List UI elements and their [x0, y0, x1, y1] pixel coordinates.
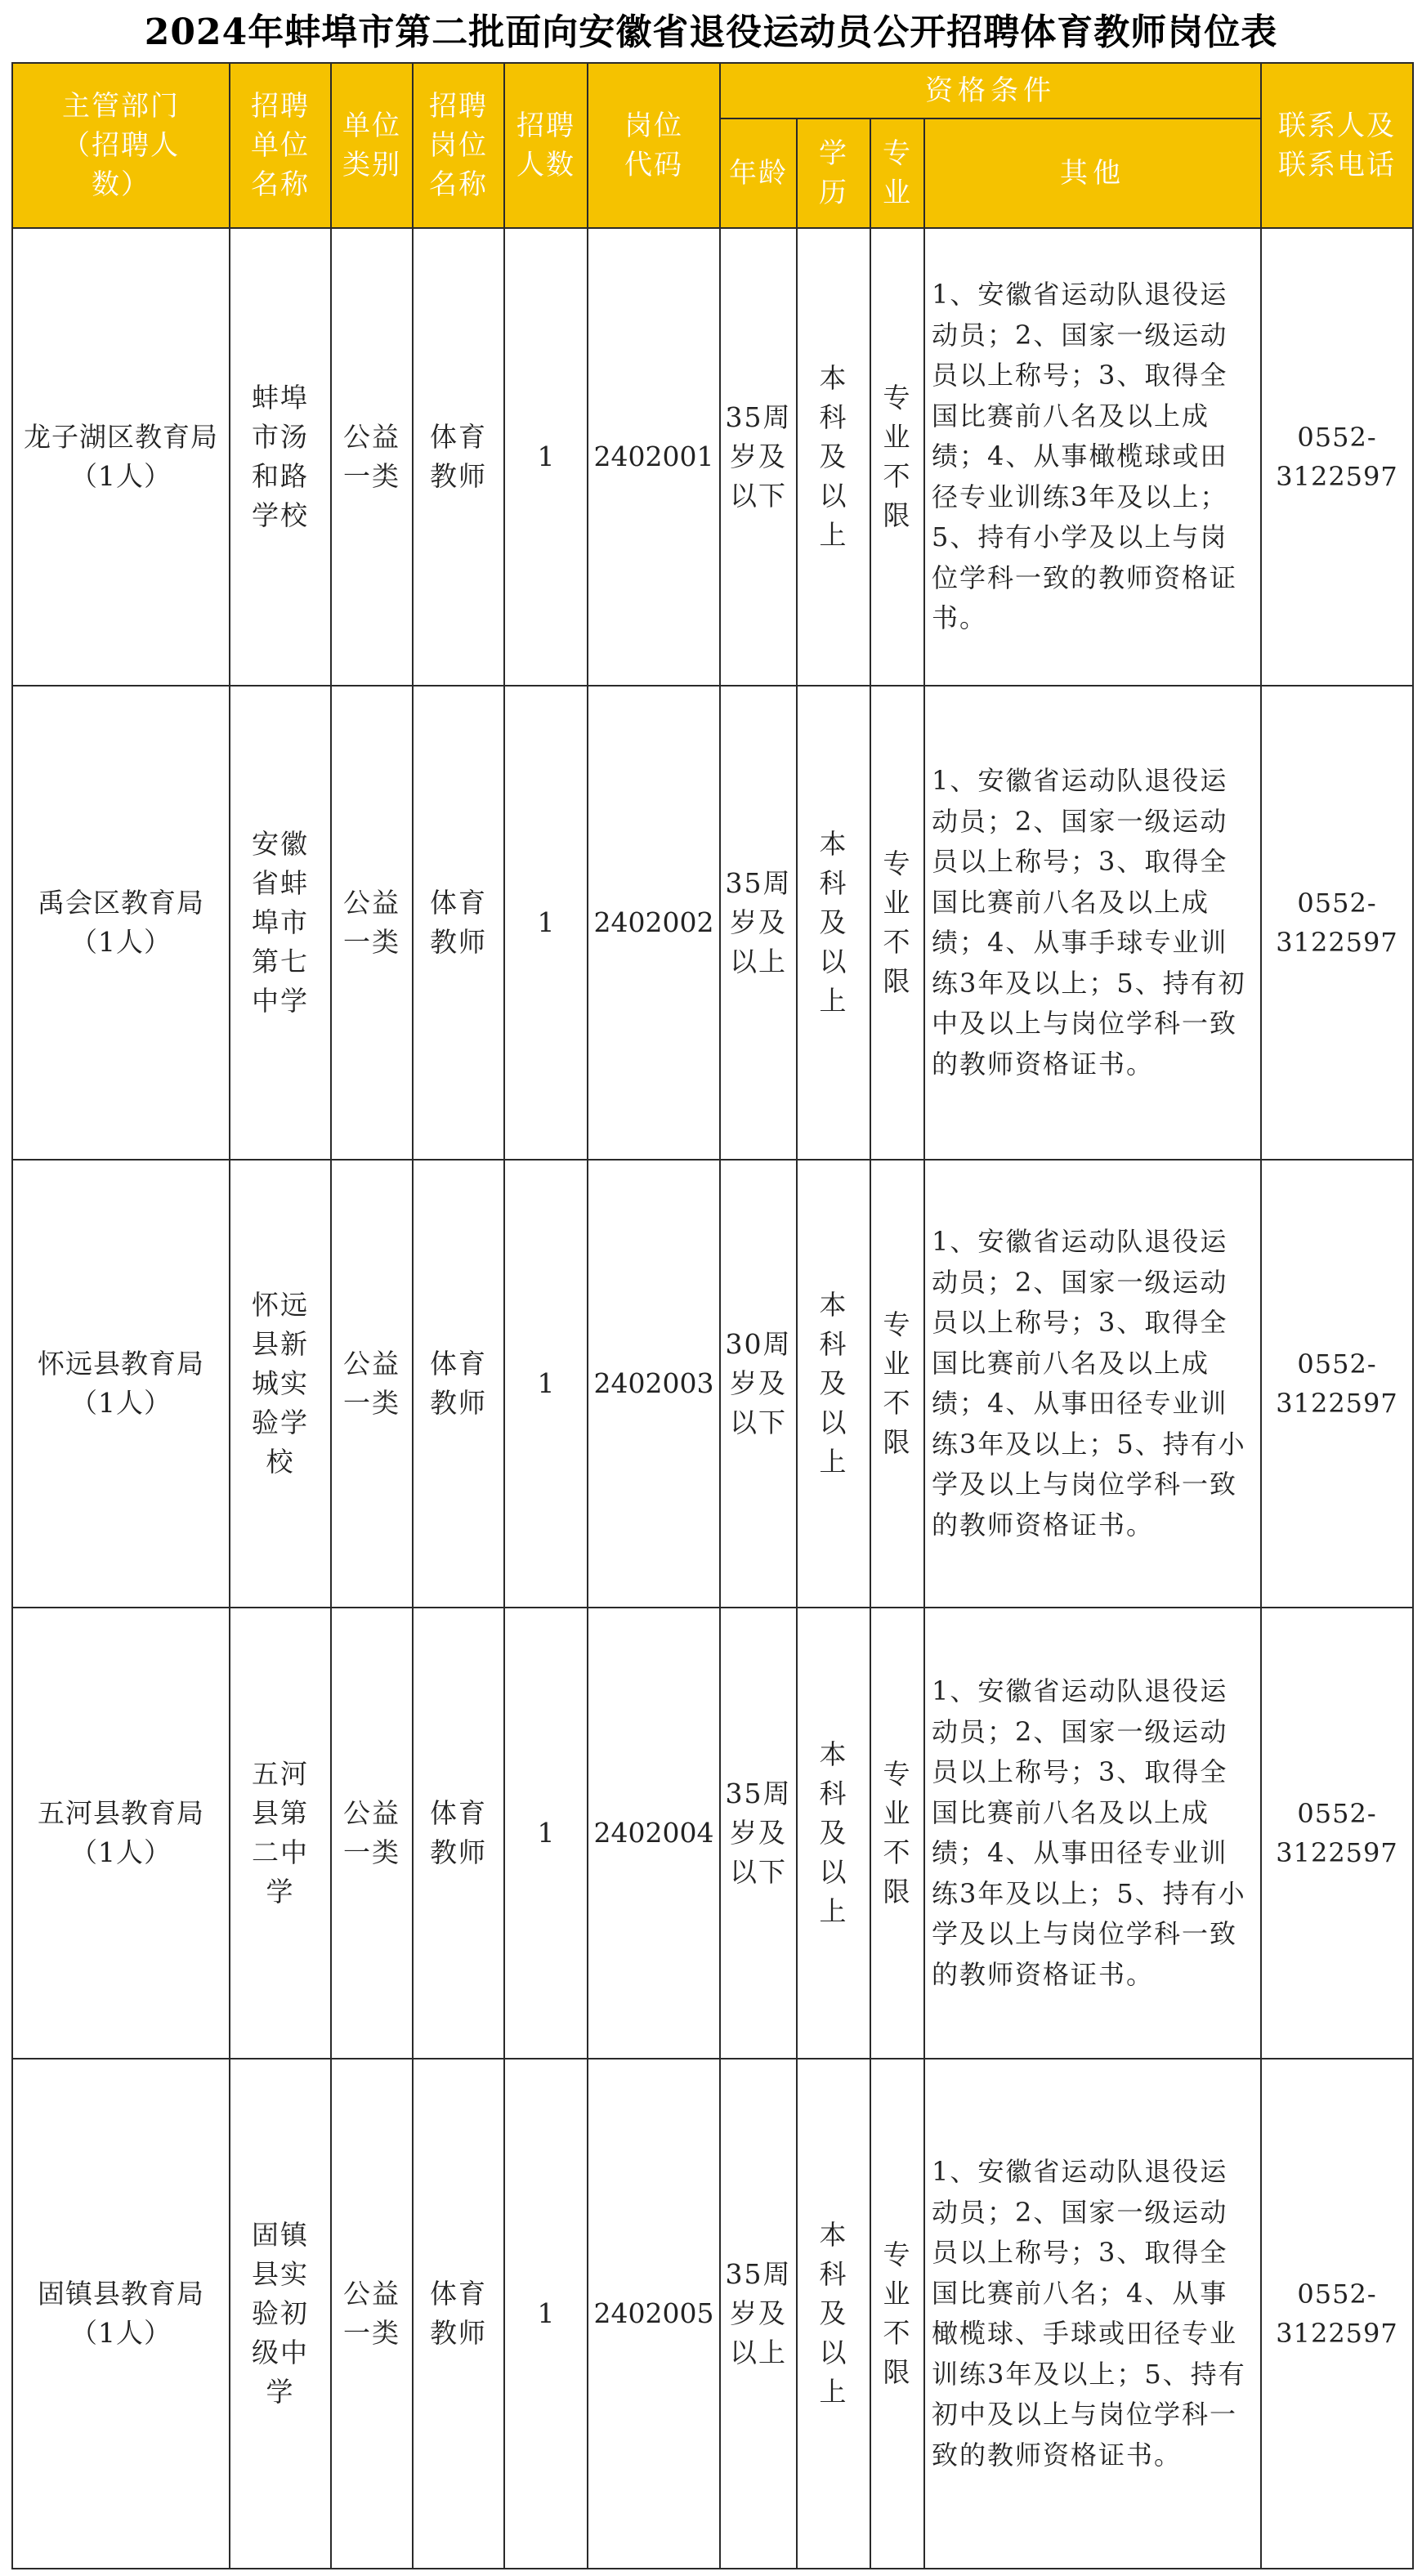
table-row [12, 1608, 1413, 2059]
code-cell: 2402002 [588, 686, 720, 1160]
unit-type-cell: 公益一类 [331, 1160, 413, 1608]
page-title: 2024年蚌埠市第二批面向安徽省退役运动员公开招聘体育教师岗位表 [144, 11, 1278, 53]
code-cell: 2402004 [588, 1608, 720, 2059]
other-cell: 1、安徽省运动队退役运动员；2、国家一级运动员以上称号；3、取得全国比赛前八名及以上成绩；4、从事田径专业训练3年及以上；5、持有小学及以上与岗位学科一致的教师资格证书。 [924, 1160, 1261, 1608]
count-cell: 1 [504, 228, 588, 686]
other-cell: 1、安徽省运动队退役运动员；2、国家一级运动员以上称号；3、取得全国比赛前八名及以上成绩；4、从事手球专业训练3年及以上；5、持有初中及以上与岗位学科一致的教师资格证书。 [924, 686, 1261, 1160]
edu-cell: 本科及以上 [797, 1608, 870, 2059]
count-cell: 1 [504, 2059, 588, 2569]
header-other: 其他 [924, 119, 1261, 228]
dept-cell: 怀远县教育局（1人） [12, 1160, 230, 1608]
age-cell: 35周岁及以上 [720, 2059, 797, 2569]
header-age: 年龄 [720, 119, 797, 228]
dept-cell: 禹会区教育局（1人） [12, 686, 230, 1160]
header-code: 岗位代码 [588, 63, 720, 228]
post-cell: 体育教师 [413, 1608, 504, 2059]
header-edu: 学历 [797, 119, 870, 228]
edu-cell: 本科及以上 [797, 686, 870, 1160]
header-dept: 主管部门（招聘人数） [12, 63, 230, 228]
other-cell: 1、安徽省运动队退役运动员；2、国家一级运动员以上称号；3、取得全国比赛前八名；4、从事橄榄球、手球或田径专业训练3年及以上；5、持有初中及以上与岗位学科一致的教师资格证书。 [924, 2059, 1261, 2569]
header-unit: 招聘单位名称 [230, 63, 331, 228]
unit-cell: 蚌埠市汤和路学校 [230, 228, 331, 686]
age-cell: 35周岁及以下 [720, 1608, 797, 2059]
major-cell: 专业不限 [870, 2059, 924, 2569]
major-cell: 专业不限 [870, 686, 924, 1160]
header-count: 招聘人数 [504, 63, 588, 228]
major-cell: 专业不限 [870, 228, 924, 686]
code-cell: 2402001 [588, 228, 720, 686]
post-cell: 体育教师 [413, 1160, 504, 1608]
other-cell: 1、安徽省运动队退役运动员；2、国家一级运动员以上称号；3、取得全国比赛前八名及以上成绩；4、从事橄榄球或田径专业训练3年及以上；5、持有小学及以上与岗位学科一致的教师资格证书。 [924, 228, 1261, 686]
dept-cell: 固镇县教育局（1人） [12, 2059, 230, 2569]
count-cell: 1 [504, 686, 588, 1160]
phone-cell: 0552-3122597 [1261, 686, 1413, 1160]
code-cell: 2402003 [588, 1160, 720, 1608]
major-cell: 专业不限 [870, 1160, 924, 1608]
unit-type-cell: 公益一类 [331, 228, 413, 686]
edu-cell: 本科及以上 [797, 1160, 870, 1608]
table-row [12, 686, 1413, 1160]
age-cell: 35周岁及以上 [720, 686, 797, 1160]
dept-cell: 五河县教育局（1人） [12, 1608, 230, 2059]
phone-cell: 0552-3122597 [1261, 1160, 1413, 1608]
header-post: 招聘岗位名称 [413, 63, 504, 228]
count-cell: 1 [504, 1160, 588, 1608]
phone-cell: 0552-3122597 [1261, 2059, 1413, 2569]
table-row [12, 1160, 1413, 1608]
unit-type-cell: 公益一类 [331, 686, 413, 1160]
other-cell: 1、安徽省运动队退役运动员；2、国家一级运动员以上称号；3、取得全国比赛前八名及以上成绩；4、从事田径专业训练3年及以上；5、持有小学及以上与岗位学科一致的教师资格证书。 [924, 1608, 1261, 2059]
unit-cell: 固镇县实验初级中学 [230, 2059, 331, 2569]
header-major: 专业 [870, 119, 924, 228]
unit-cell: 安徽省蚌埠市第七中学 [230, 686, 331, 1160]
header-unit-type: 单位类别 [331, 63, 413, 228]
unit-cell: 五河县第二中学 [230, 1608, 331, 2059]
table-row [12, 228, 1413, 686]
dept-cell: 龙子湖区教育局（1人） [12, 228, 230, 686]
post-cell: 体育教师 [413, 2059, 504, 2569]
count-cell: 1 [504, 1608, 588, 2059]
table-row [12, 2059, 1413, 2569]
age-cell: 30周岁及以下 [720, 1160, 797, 1608]
unit-type-cell: 公益一类 [331, 1608, 413, 2059]
unit-type-cell: 公益一类 [331, 2059, 413, 2569]
age-cell: 35周岁及以下 [720, 228, 797, 686]
phone-cell: 0552-3122597 [1261, 1608, 1413, 2059]
unit-cell: 怀远县新城实验学校 [230, 1160, 331, 1608]
post-cell: 体育教师 [413, 228, 504, 686]
header-qualifications: 资格条件 [720, 63, 1261, 119]
header-contact: 联系人及联系电话 [1261, 63, 1413, 228]
code-cell: 2402005 [588, 2059, 720, 2569]
major-cell: 专业不限 [870, 1608, 924, 2059]
post-cell: 体育教师 [413, 686, 504, 1160]
edu-cell: 本科及以上 [797, 2059, 870, 2569]
positions-table [11, 62, 1414, 2569]
phone-cell: 0552-3122597 [1261, 228, 1413, 686]
edu-cell: 本科及以上 [797, 228, 870, 686]
